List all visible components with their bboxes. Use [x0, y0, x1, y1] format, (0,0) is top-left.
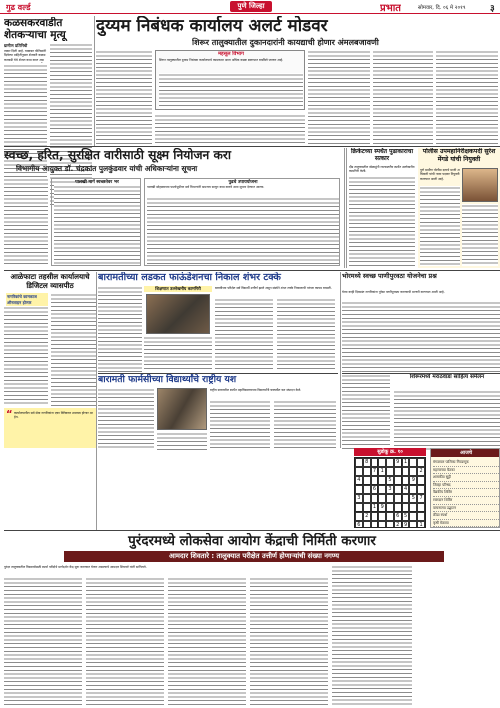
right-mid-story — [342, 272, 500, 372]
sudoku-cell — [378, 512, 386, 521]
sudoku-cell — [363, 521, 371, 528]
lead-col-4 — [373, 50, 433, 144]
clean-box1-text — [54, 185, 140, 265]
bottom-col-3 — [168, 577, 246, 707]
sudoku-cell — [378, 494, 386, 503]
baramati-headline: बारामतीच्या लडकत फाऊंडेशनचा निकाल शंभर टक्के — [98, 272, 281, 283]
bottom-headline: पुरंदरमध्ये लोकसेवा आयोग केंद्राची निर्मिती करणार — [128, 533, 376, 549]
sudoku-cell: 2 — [363, 512, 371, 521]
sudoku-title: सुडोकू क्र. १० — [354, 448, 426, 456]
pharmacy-col-2 — [157, 432, 207, 450]
sudoku-cell: 9 — [394, 458, 402, 467]
sudoku-cell: 7 — [371, 467, 379, 476]
brand-logo: प्रभात — [380, 3, 402, 14]
sudoku-cell — [355, 512, 363, 521]
sudoku-cell: 6 — [355, 521, 363, 528]
lead-box-body: शिरूर तालुक्यातील दुय्यम निबंधक कार्यालयाचे कामकाज आता अधिक कडक स्वरूपात राबविले जाणार आहे. — [159, 58, 284, 62]
sudoku-cell — [355, 458, 363, 467]
divider-right-top — [344, 148, 345, 268]
lead-headline: दुय्यम निबंधक कार्यालय अलर्ट मोडवर — [96, 16, 328, 36]
sudoku-cell — [409, 512, 417, 521]
sudoku-cell — [386, 521, 394, 528]
sudoku-cell — [417, 485, 425, 494]
col1-story2-text-b — [51, 293, 96, 406]
sudoku-cell — [386, 503, 394, 512]
list-box-items — [433, 459, 499, 527]
divider-right-mid — [342, 373, 500, 374]
lead-box-title: महसूल विभाग — [218, 51, 244, 57]
lead-story — [96, 16, 500, 144]
sudoku-cell: 1 — [378, 467, 386, 476]
pharmacy-col-1 — [98, 388, 154, 450]
sudoku-cell: 7 — [417, 494, 425, 503]
police-headline: पोलीस उपमहानिरीक्षकपदी सुरेश मेंगडे यांची नियुक्ती — [422, 148, 496, 163]
sudoku-cell: 9 — [402, 521, 410, 528]
masthead — [0, 0, 500, 14]
sudoku-cell — [386, 512, 394, 521]
divider-top — [4, 146, 500, 147]
cleanliness-headline: स्वच्छ, हरित, सुरक्षित वारीसाठी सूक्ष्म नियोजन करा — [4, 148, 231, 162]
baramati-photo-box — [144, 286, 212, 372]
sudoku-cell — [417, 476, 425, 485]
sudoku-cell — [386, 467, 394, 476]
page-number: ३ — [490, 4, 495, 14]
divider-right — [340, 272, 341, 448]
sudoku-cell — [363, 494, 371, 503]
pharmacy-story — [98, 374, 338, 450]
baramati-photo — [146, 294, 210, 334]
sudoku-cell: 2 — [417, 467, 425, 476]
clean-box2-title: पुढचे उपाययोजना — [228, 180, 258, 185]
baramati-col-4 — [277, 298, 335, 372]
lead-col-5 — [436, 50, 498, 144]
cricket-text — [349, 176, 415, 266]
sudoku-block — [354, 448, 426, 528]
right-mid-text — [342, 301, 500, 372]
sudoku-cell — [355, 485, 363, 494]
bottom-col-1 — [4, 577, 82, 707]
lead-box-text — [159, 73, 303, 109]
sudoku-cell — [402, 494, 410, 503]
col1-story2 — [4, 272, 96, 450]
sudoku-cell: 5 — [409, 494, 417, 503]
list-item: रक्तदान शिबिर — [433, 497, 499, 505]
col1-story2-headline: आळेफाटा तहसील कार्यालयाचे डिजिटल व्यासपीठ — [10, 272, 90, 290]
cricket-headline: क्रिकेटच्या स्पर्धेत पुढाकाराचा सत्कार — [350, 148, 414, 162]
lead-col-1 — [96, 50, 152, 144]
baramati-story — [98, 272, 338, 372]
sudoku-cell — [363, 485, 371, 494]
sudoku-cell: 1 — [402, 458, 410, 467]
police-body: पुणे ग्रामीण पोलीस दलाचे माजी अधिकारी यांची नव्या पदावर नियुक्ती करण्यात आली आहे. — [420, 168, 460, 181]
sudoku-cell — [417, 512, 425, 521]
sudoku-cell — [363, 476, 371, 485]
cleanliness-story — [4, 148, 342, 268]
sudoku-cell: 9 — [409, 476, 417, 485]
list-box — [430, 448, 500, 528]
lead-col-3 — [308, 50, 370, 144]
pharmacy-body: राष्ट्रीय स्तरावरील स्पर्धेत महाविद्यालयाच्या विद्यार्थ्यांनी घवघवीत यश संपादन केले. — [210, 388, 302, 392]
sudoku-cell: 5 — [402, 512, 410, 521]
cricket-body: दौंड तालुक्यातील खेळाडूंनी राज्यस्तरीय स्पर्धेत उल्लेखनीय कामगिरी केली. — [349, 165, 415, 174]
sudoku-cell: 9 — [378, 503, 386, 512]
clean-box2-body: पालखी सोहळ्याच्या पार्श्वभूमीवर सर्व विभागांनी समन्वय साधून काम करावे अशा सूचना देण्यात आल्या. — [147, 185, 265, 189]
sudoku-cell: 5 — [386, 476, 394, 485]
right-mid-box — [342, 374, 500, 450]
police-photo — [462, 168, 498, 202]
list-item: मंगळवार पालिका निवडणूक — [433, 459, 499, 467]
sudoku-cell — [378, 485, 386, 494]
sahitya-box-title: शिरूरमध्ये मराठवाडा साहित्य संमेलन — [409, 374, 485, 380]
bottom-story — [4, 530, 500, 708]
sudoku-cell — [402, 503, 410, 512]
sudoku-cell: 6 — [394, 512, 402, 521]
sudoku-cell — [386, 458, 394, 467]
bottom-subhead: आमदार शिवतारे : तालुक्यात परीक्षेत उत्तीर्ण होणाऱ्यांची संख्या नगण्य — [64, 551, 444, 562]
sudoku-cell — [371, 476, 379, 485]
list-item: वाचनालय उद्घाटन — [433, 505, 499, 513]
sudoku-cell — [371, 494, 379, 503]
col1-story2-text-a — [4, 306, 48, 406]
sudoku-cell: 1 — [371, 503, 379, 512]
lead-box — [155, 50, 305, 110]
quote-icon: “ — [6, 409, 13, 420]
right-mid-body: येत्या काही दिवसांत नागरिकांना पुरेसा पाणीपुरवठा करण्याची मागणी करण्यात आली आहे. — [342, 290, 445, 294]
divider-mid — [4, 270, 500, 271]
sudoku-cell — [409, 521, 417, 528]
pharmacy-col-4 — [274, 400, 336, 450]
clean-box-1 — [51, 178, 141, 266]
sudoku-cell: 3 — [386, 485, 394, 494]
sudoku-cell — [394, 467, 402, 476]
list-item: शासकीय सुट्टी — [433, 474, 499, 482]
sudoku-cell — [363, 503, 371, 512]
bottom-col-2 — [86, 577, 164, 707]
sudoku-cell — [386, 494, 394, 503]
date-line: सोमवार, दि. ०६ मे २०१९ — [418, 5, 466, 11]
sudoku-cell — [409, 467, 417, 476]
baramati-col-3 — [215, 298, 273, 372]
baramati-col-1 — [98, 286, 142, 372]
sudoku-grid — [354, 457, 426, 528]
right-mid-headline: भोरमध्ये स्वच्छ पाणीपुरवठा योजनेचा प्रश्न — [342, 272, 437, 280]
pharmacy-headline: बारामती फार्मसीच्या विद्यार्थ्यांचे राष्ट्रीय यश — [98, 374, 237, 385]
divider-col1 — [94, 16, 95, 146]
pharmacy-photo — [157, 388, 207, 430]
sahitya-box-text — [394, 390, 500, 450]
sudoku-cell — [394, 476, 402, 485]
list-item: जिल्हा परिषद — [433, 482, 499, 490]
bottom-col-5 — [332, 565, 412, 707]
left-tag: गुढ वर्ल्ड — [6, 3, 31, 12]
right-mid-left — [342, 374, 390, 450]
sudoku-cell — [417, 458, 425, 467]
section-badge: पुणे जिल्हा — [230, 1, 272, 12]
cleanliness-subhead: विभागीय आयुक्त डॉ. चंद्रकांत पुलकुंडवार यांची अधिकाऱ्यांना सूचना — [16, 164, 198, 173]
divider-col1-lower — [96, 272, 97, 530]
sudoku-cell — [409, 485, 417, 494]
sudoku-cell — [378, 458, 386, 467]
sudoku-cell — [371, 458, 379, 467]
right-box-police — [418, 148, 500, 268]
sudoku-cell: 4 — [402, 485, 410, 494]
lead-subhead: शिरूर तालुक्यातील दुकानदारांनी कायद्याची होणार अंमलबजावणी — [192, 38, 379, 47]
col1-quote — [4, 408, 96, 448]
list-item: वैद्यकीय शिबिर — [433, 489, 499, 497]
divider-pharmacy — [98, 373, 338, 374]
police-text-2 — [462, 204, 498, 266]
sudoku-cell — [402, 476, 410, 485]
sudoku-cell — [363, 467, 371, 476]
sudoku-cell: 1 — [417, 521, 425, 528]
sudoku-cell — [378, 521, 386, 528]
bottom-body: पुरंदर तालुक्यातील विद्यार्थ्यांसाठी स्पर्धा परीक्षेचे मार्गदर्शन केंद्र सुरू करण्यात येणार असल्याचे आमदार शिवतारे यांनी सांगितले. — [4, 565, 147, 569]
sudoku-cell: 3 — [355, 494, 363, 503]
sudoku-cell: 2 — [394, 521, 402, 528]
sudoku-cell — [355, 467, 363, 476]
sudoku-cell — [402, 467, 410, 476]
sudoku-cell: 8 — [363, 458, 371, 467]
right-box-cricket — [346, 148, 416, 268]
sudoku-cell — [371, 521, 379, 528]
clean-col-1 — [4, 178, 48, 266]
sudoku-cell — [394, 494, 402, 503]
sudoku-cell: 4 — [355, 476, 363, 485]
sudoku-cell — [355, 503, 363, 512]
col1-intro: तक्रार दिली आहे. याबाबत पोलिसांनी दिलेल्या माहितीनुसार शेतकरी कळसकरवाडी येथे शेतात काम करत अस — [4, 49, 47, 62]
baramati-caption: शिक्षणात उल्लेखनीय कामगिरी — [144, 286, 212, 292]
sudoku-cell — [378, 476, 386, 485]
list-item: क्रीडा स्पर्धा — [433, 512, 499, 520]
baramati-body: बारावीच्या परीक्षेत सर्व विद्यार्थी उत्तीर्ण झाले असून संस्थेने शंभर टक्के निकालाची परंपरा कायम राखली. — [215, 286, 332, 290]
lead-col-2 — [155, 114, 305, 144]
clean-box2-text — [147, 197, 339, 265]
col1-headline: कळसकरवाडीत शेतकऱ्याचा मृत्यू — [4, 17, 66, 41]
sudoku-cell — [394, 503, 402, 512]
col1-byline: ग्रामीण प्रतिनिधी — [4, 43, 28, 48]
clean-box1-title: पालखी मार्ग स्वच्छतेवर भर — [75, 180, 119, 185]
sudoku-cell: 6 — [371, 485, 379, 494]
baramati-col-2 — [144, 336, 212, 372]
list-item: कृषी मेळावा — [433, 520, 499, 527]
pharmacy-col-3 — [210, 400, 270, 450]
clean-box-2 — [144, 178, 340, 266]
sudoku-cell — [409, 458, 417, 467]
sudoku-cell — [409, 503, 417, 512]
col1-story2-subhead: नागरिकांचे कामकाज ऑनलाइन होणार — [6, 293, 48, 307]
sudoku-cell — [417, 503, 425, 512]
sudoku-cell — [371, 512, 379, 521]
police-text — [420, 186, 460, 266]
sudoku-cell — [394, 485, 402, 494]
list-box-title: आजचे — [431, 449, 500, 457]
bottom-col-4 — [250, 577, 328, 707]
quote-text: कार्यालयातील सर्व सेवा नागरिकांना एका क्लिकवर उपलब्ध होणार आहेत. — [14, 411, 93, 420]
list-item: महत्त्वाच्या बैठका — [433, 467, 499, 475]
